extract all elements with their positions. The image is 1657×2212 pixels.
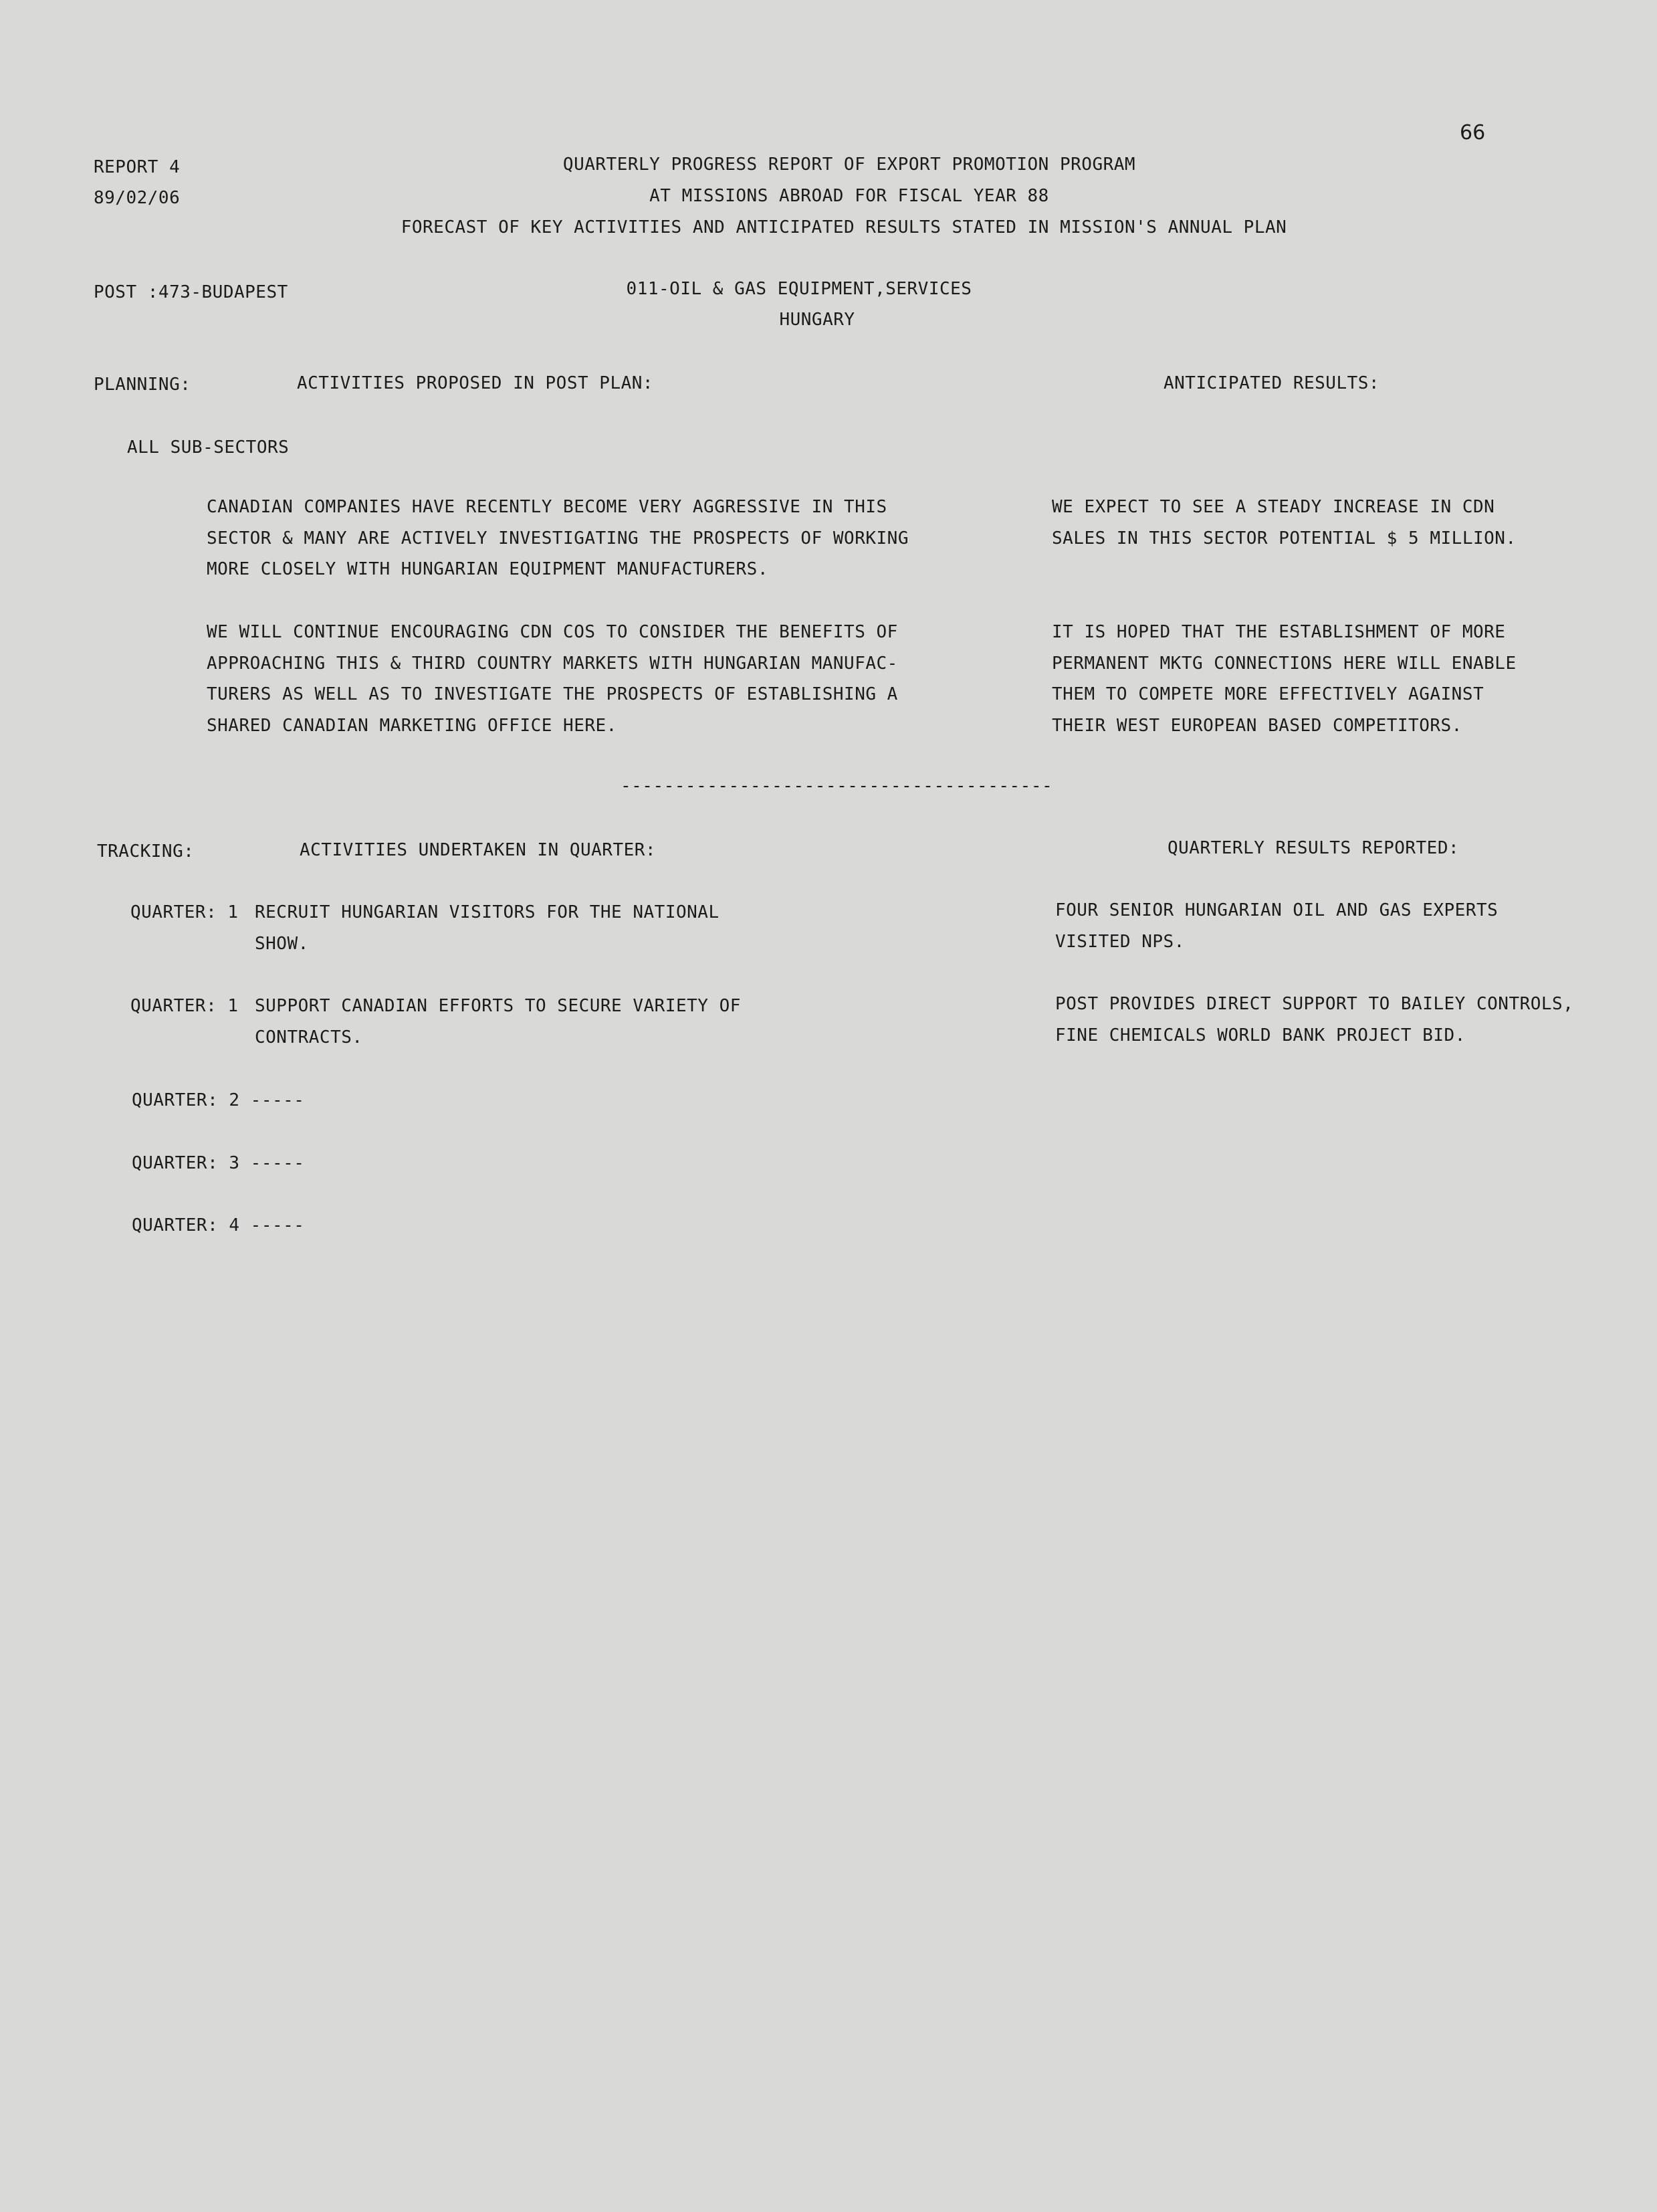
text-line: SUPPORT CANADIAN EFFORTS TO SECURE VARIETY OF [255,996,741,1016]
quarter-2-row: QUARTER: 2 ----- [132,1090,305,1110]
sector-name: 011-OIL & GAS EQUIPMENT,SERVICES [626,279,972,299]
quarter-1b-label: QUARTER: 1 [130,996,239,1016]
page-number: 66 [1460,121,1486,144]
text-line: FINE CHEMICALS WORLD BANK PROJECT BID. [1055,1025,1466,1045]
text-line: SHOW. [255,933,309,954]
text-line: WE WILL CONTINUE ENCOURAGING CDN COS TO CONSIDER THE BENEFITS OF [207,622,898,642]
text-line: MORE CLOSELY WITH HUNGARIAN EQUIPMENT MANUFACTURERS. [207,559,768,579]
planning-label: PLANNING: [94,375,191,395]
planning-result-2 [1052,617,1517,741]
subsector-label: ALL SUB-SECTORS [127,437,290,458]
report-title-line-1: QUARTERLY PROGRESS REPORT OF EXPORT PROMOTION PROGRAM [562,155,1136,175]
report-number: REPORT 4 [94,157,181,177]
text-line: WE EXPECT TO SEE A STEADY INCREASE IN CDN [1052,497,1495,517]
quarter-1b-activity [255,991,741,1053]
report-title-line-3: FORECAST OF KEY ACTIVITIES AND ANTICIPATED RESULTS STATED IN MISSION'S ANNUAL PLAN [401,217,1287,237]
text-line: PERMANENT MKTG CONNECTIONS HERE WILL ENABLE [1052,653,1517,674]
text-line: RECRUIT HUNGARIAN VISITORS FOR THE NATIONAL [255,902,720,922]
planning-activity-2 [207,617,898,741]
tracking-activities-heading: ACTIVITIES UNDERTAKEN IN QUARTER: [300,840,657,860]
text-line: APPROACHING THIS & THIRD COUNTRY MARKETS WITH HUNGARIAN MANUFAC- [207,653,898,674]
text-line: TURERS AS WELL AS TO INVESTIGATE THE PROSPECTS OF ESTABLISHING A [207,684,898,704]
text-line: SECTOR & MANY ARE ACTIVELY INVESTIGATING THE PROSPECTS OF WORKING [207,528,909,548]
quarter-4-row: QUARTER: 4 ----- [132,1215,305,1235]
country-name: HUNGARY [779,310,855,330]
planning-result-1 [1052,492,1517,554]
text-line: THEIR WEST EUROPEAN BASED COMPETITORS. [1052,715,1462,736]
quarter-1a-result [1055,895,1498,957]
report-date: 89/02/06 [94,188,181,208]
post-id: POST :473-BUDAPEST [94,282,288,302]
text-line: IT IS HOPED THAT THE ESTABLISHMENT OF MORE [1052,622,1506,642]
section-separator: ---------------------------------------- [621,776,1053,796]
text-line: VISITED NPS. [1055,931,1185,952]
tracking-results-heading: QUARTERLY RESULTS REPORTED: [1168,838,1460,858]
text-line: CONTRACTS. [255,1027,363,1047]
quarter-1a-label: QUARTER: 1 [130,902,239,922]
text-line: SALES IN THIS SECTOR POTENTIAL $ 5 MILLION. [1052,528,1517,548]
text-line: POST PROVIDES DIRECT SUPPORT TO BAILEY CONTROLS, [1055,994,1574,1014]
quarter-1b-result [1055,989,1573,1051]
planning-results-heading: ANTICIPATED RESULTS: [1164,373,1380,393]
report-title-line-2: AT MISSIONS ABROAD FOR FISCAL YEAR 88 [649,186,1049,206]
text-line: SHARED CANADIAN MARKETING OFFICE HERE. [207,715,617,736]
quarter-1a-activity [255,897,720,959]
text-line: CANADIAN COMPANIES HAVE RECENTLY BECOME VERY AGGRESSIVE IN THIS [207,497,887,517]
planning-activity-1 [207,492,909,585]
text-line: FOUR SENIOR HUNGARIAN OIL AND GAS EXPERTS [1055,900,1499,920]
quarter-3-row: QUARTER: 3 ----- [132,1153,305,1173]
planning-activities-heading: ACTIVITIES PROPOSED IN POST PLAN: [297,373,654,393]
text-line: THEM TO COMPETE MORE EFFECTIVELY AGAINST [1052,684,1484,704]
tracking-label: TRACKING: [97,841,195,862]
